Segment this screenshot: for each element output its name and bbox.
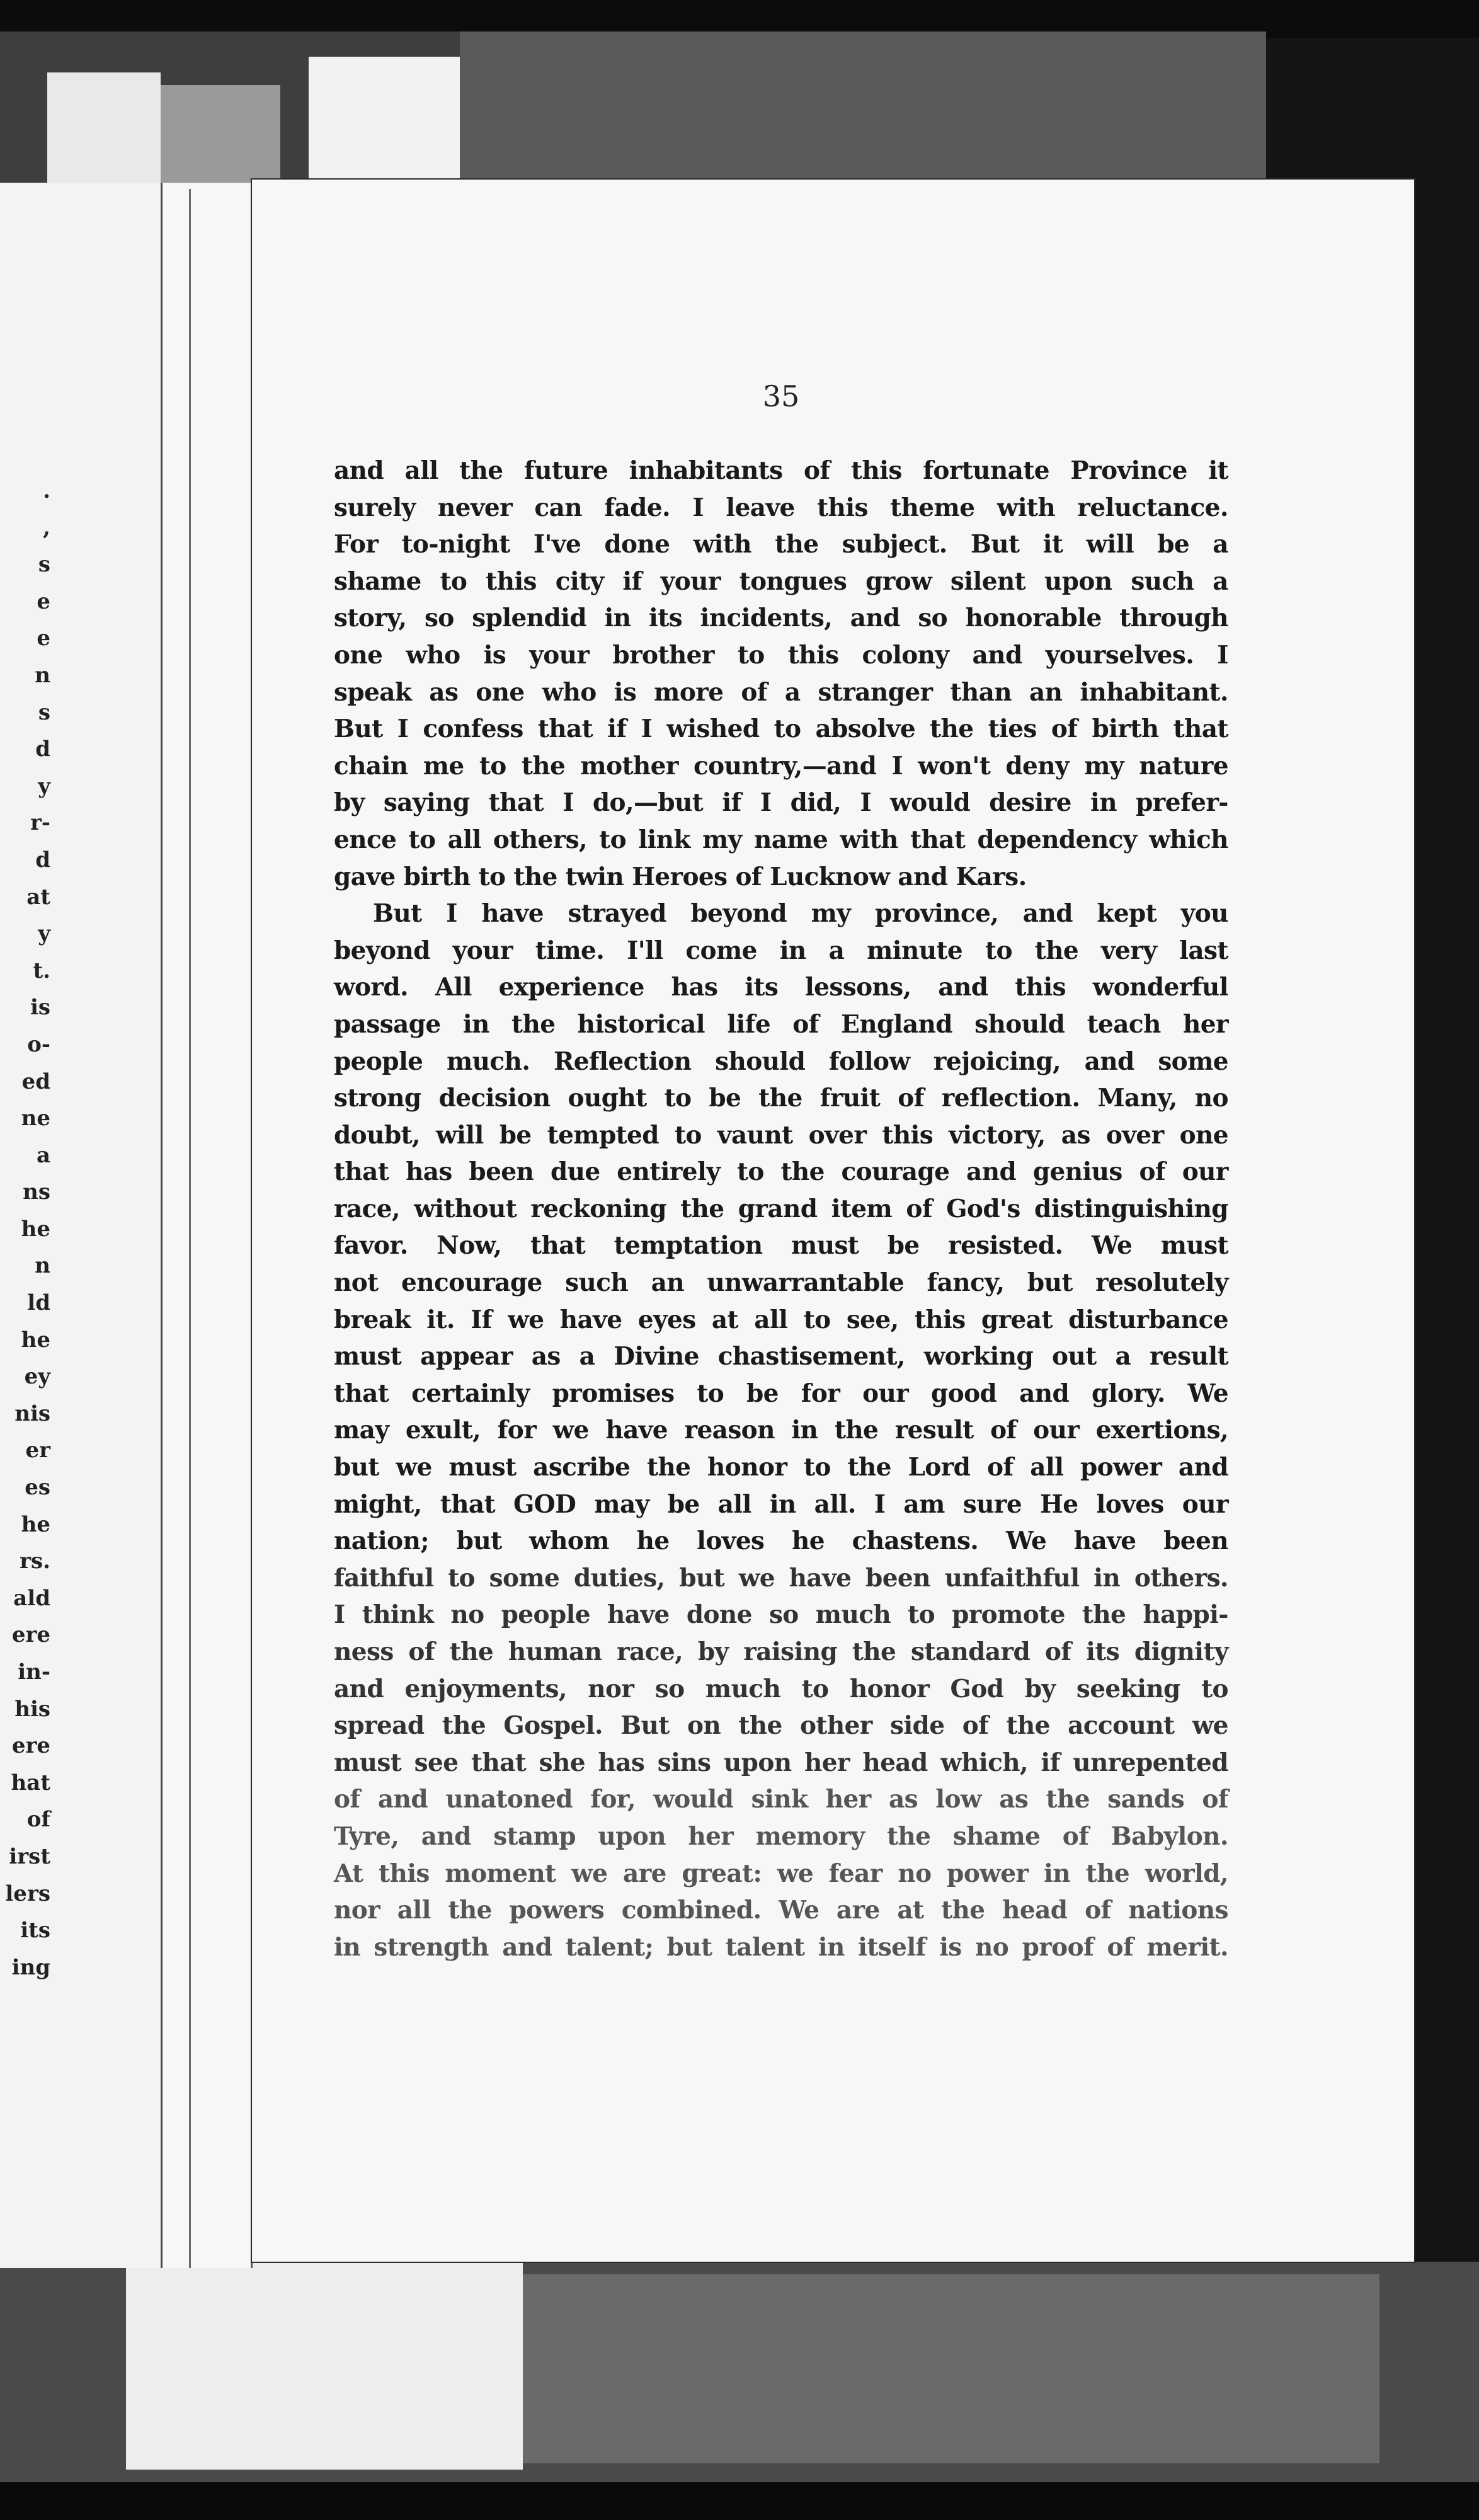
top-background-card-light	[460, 32, 1266, 189]
margin-fragment: he	[21, 1216, 50, 1242]
margin-fragment: ere	[11, 1622, 50, 1648]
text-line: passage in the historical life of England should teach her	[334, 1009, 1228, 1039]
text-line: race, without reckoning the grand item of God's distinguishing	[334, 1194, 1228, 1223]
margin-fragment: hat	[11, 1770, 50, 1796]
margin-fragment: irst	[9, 1843, 50, 1869]
page-body-text	[334, 452, 1228, 1966]
margin-fragment: d	[35, 736, 50, 762]
margin-fragment: lers	[5, 1881, 50, 1906]
text-line: doubt, will be tempted to vaunt over this victory, as over one	[334, 1120, 1228, 1150]
margin-fragment: a	[36, 1142, 50, 1168]
text-line: But I confess that if I wished to absolve the ties of birth that	[334, 714, 1228, 744]
text-line: speak as one who is more of a stranger than an inhabitant.	[334, 677, 1228, 707]
text-line: may exult, for we have reason in the result of our exertions,	[334, 1416, 1228, 1445]
text-line: must see that she has sins upon her head which, if unrepented	[334, 1748, 1228, 1777]
text-line: I think no people have done so much to promote the happi-	[334, 1600, 1228, 1630]
margin-fragment: ald	[13, 1585, 50, 1611]
margin-fragment: ne	[21, 1106, 50, 1131]
text-line: of and unatoned for, would sink her as low as the sands of	[334, 1785, 1228, 1814]
text-line: nor all the powers combined. We are at the head of nations	[334, 1896, 1228, 1925]
margin-fragment: rs.	[20, 1549, 50, 1574]
margin-fragment: e	[37, 588, 50, 614]
margin-fragment: n	[35, 662, 50, 688]
text-line: shame to this city if your tongues grow silent upon such a	[334, 566, 1228, 596]
text-line: ness of the human race, by raising the standard of its dignity	[334, 1637, 1228, 1666]
text-line: chain me to the mother country,—and I won't deny my nature	[334, 751, 1228, 781]
margin-fragment: he	[21, 1327, 50, 1353]
margin-fragment: t.	[33, 958, 50, 983]
bottom-paper-tab	[126, 2243, 523, 2470]
margin-fragment: ed	[21, 1068, 50, 1094]
text-line: that certainly promises to be for our good and glory. We	[334, 1378, 1228, 1408]
text-line: spread the Gospel. But on the other side of the account we	[334, 1711, 1228, 1741]
margin-fragment: ere	[11, 1733, 50, 1759]
text-line: strong decision ought to be the fruit of reflection. Many, no	[334, 1084, 1228, 1113]
margin-fragment: s	[38, 699, 50, 725]
top-paper-tab	[47, 72, 161, 198]
text-line: by saying that I do,—but if I did, I would desire in prefer-	[334, 788, 1228, 818]
text-line: but we must ascribe the honor to the Lord of all power and	[334, 1453, 1228, 1482]
margin-fragment: s	[38, 552, 50, 578]
text-line: For to-night I've done with the subject. But it will be a	[334, 530, 1228, 559]
margin-fragment: is	[30, 995, 50, 1021]
text-line: nation; but whom he loves he chastens. We have been	[334, 1526, 1228, 1556]
margin-fragment: o-	[27, 1031, 50, 1057]
margin-fragment: his	[14, 1696, 50, 1722]
text-line: word. All experience has its lessons, and this wonderful	[334, 973, 1228, 1002]
text-line: might, that GOD may be all in all. I am sure He loves our	[334, 1489, 1228, 1519]
margin-fragment: r-	[30, 810, 50, 836]
text-line: beyond your time. I'll come in a minute to the very last	[334, 936, 1228, 965]
margin-fragment: e	[37, 626, 50, 651]
gutter-fold-line	[189, 189, 191, 2268]
margin-fragment: ld	[27, 1290, 50, 1316]
bottom-background-card-light	[517, 2274, 1379, 2463]
margin-fragment: ey	[24, 1364, 50, 1390]
text-line: At this moment we are great: we fear no power in the world,	[334, 1858, 1228, 1888]
text-line: one who is your brother to this colony and yourselves. I	[334, 640, 1228, 670]
text-line: favor. Now, that temptation must be resisted. We must	[334, 1231, 1228, 1261]
text-line: in strength and talent; but talent in itself is no proof of merit.	[334, 1932, 1228, 1962]
text-line: gave birth to the twin Heroes of Lucknow and Kars.	[334, 862, 1027, 891]
margin-fragment: its	[20, 1918, 50, 1944]
text-line: ence to all others, to link my name with that dependency which	[334, 825, 1228, 854]
margin-fragment: of	[26, 1807, 50, 1833]
margin-fragment: in-	[18, 1659, 50, 1685]
margin-fragment: y	[38, 921, 50, 947]
text-line: faithful to some duties, but we have been unfaithful in others.	[334, 1563, 1228, 1593]
text-line: and enjoyments, nor so much to honor God by seeking to	[334, 1674, 1228, 1704]
text-line: story, so splendid in its incidents, and so honorable through	[334, 604, 1228, 633]
text-line: surely never can fade. I leave this theme with reluctance.	[334, 493, 1228, 522]
text-line: not encourage such an unwarrantable fancy, but resolutely	[334, 1268, 1228, 1298]
margin-fragment: d	[35, 847, 50, 873]
margin-fragment: es	[25, 1475, 50, 1501]
text-line: must appear as a Divine chastisement, working out a result	[334, 1342, 1228, 1372]
book-gutter	[161, 183, 253, 2268]
margin-fragment: at	[26, 884, 50, 910]
margin-fragment: ,	[43, 515, 50, 541]
margin-fragment: he	[21, 1511, 50, 1537]
text-line: that has been due entirely to the courage and genius of our	[334, 1157, 1228, 1187]
margin-fragment: nis	[14, 1400, 50, 1426]
bottom-scan-border	[0, 2482, 1479, 2520]
margin-fragment: ing	[11, 1954, 50, 1980]
margin-fragment: er	[25, 1438, 50, 1463]
text-line: Tyre, and stamp upon her memory the shame of Babylon.	[334, 1821, 1228, 1851]
margin-fragment: n	[35, 1253, 50, 1279]
text-line: But I have strayed beyond my province, and kept you	[373, 899, 1228, 929]
text-line: break it. If we have eyes at all to see, this great disturbance	[334, 1305, 1228, 1334]
margin-fragment: y	[38, 773, 50, 799]
page-number: 35	[762, 379, 800, 413]
text-line: people much. Reflection should follow rejoicing, and some	[334, 1046, 1228, 1076]
margin-fragment: ns	[23, 1179, 50, 1205]
margin-fragment: .	[43, 478, 50, 503]
left-page-cut-off-text	[0, 472, 50, 1986]
text-line: and all the future inhabitants of this fortunate Province it	[334, 456, 1228, 485]
top-paper-tab	[309, 57, 460, 195]
